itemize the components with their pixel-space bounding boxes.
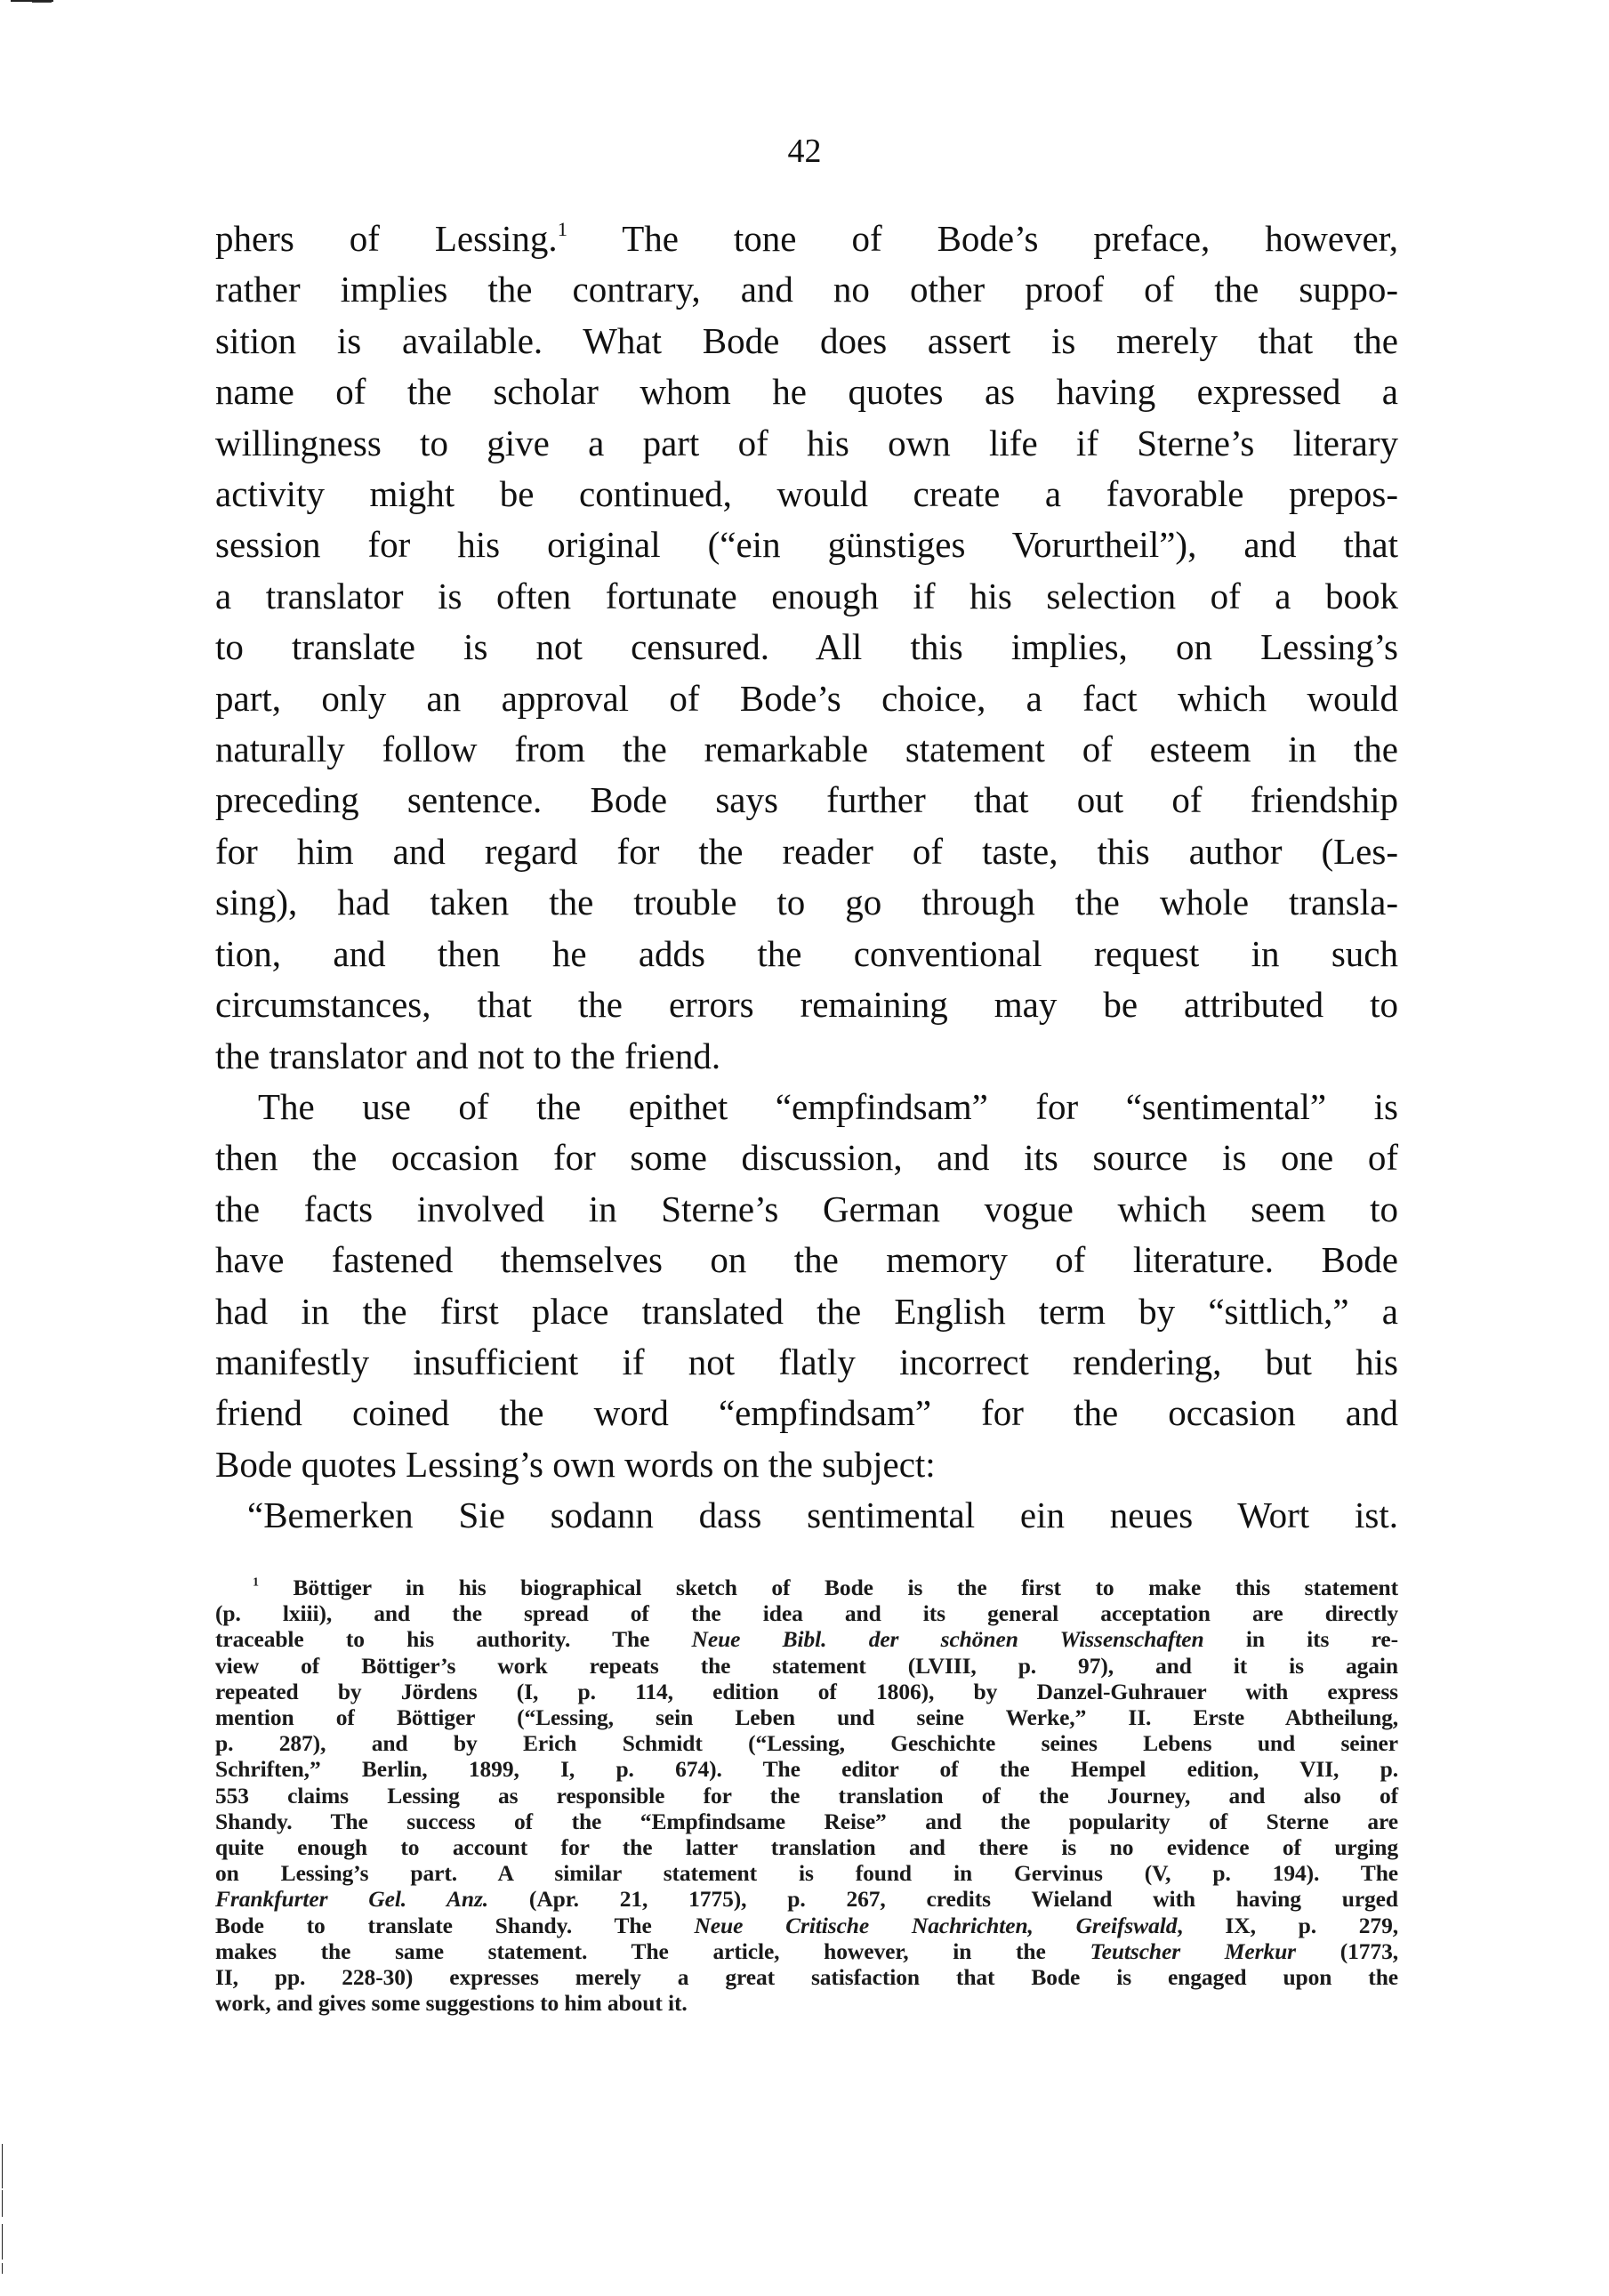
text-line: then the occasion for some discussion, and its source is one of bbox=[215, 1137, 1398, 1179]
footnote-line: mention of Böttiger (“Lessing, sein Leben und seine Werke,” II. Erste Abtheilung, bbox=[215, 1704, 1398, 1731]
citation-title: Neue Critische Nachrichten, Greifswald bbox=[694, 1912, 1178, 1938]
text-fragment: (Apr. 21, 1775), p. 267, credits Wieland with having urged bbox=[488, 1886, 1398, 1913]
scan-artifact-edge bbox=[2, 2144, 3, 2188]
text-fragment: phers of Lessing. bbox=[215, 218, 558, 259]
scan-artifact-edge bbox=[2, 2190, 3, 2217]
footnote-line: quite enough to account for the latter translation and there is no evidence of urging bbox=[215, 1834, 1398, 1861]
footnote-line: Shandy. The success of the “Empfindsame Reise” and the popularity of Sterne are bbox=[215, 1808, 1398, 1834]
page-number: 42 bbox=[787, 133, 822, 170]
text-fragment: makes the same statement. The article, however, in the bbox=[215, 1938, 1090, 1964]
text-line: Bode quotes Lessing’s own words on the subject: bbox=[215, 1443, 936, 1485]
scan-artifact-edge bbox=[2, 2263, 3, 2274]
scan-artifact-edge bbox=[2, 2224, 3, 2260]
footnote-marker: 1 bbox=[253, 1575, 259, 1590]
paragraph-1 bbox=[215, 213, 1398, 1082]
citation-title: Frankfurter Gel. Anz. bbox=[215, 1886, 489, 1913]
footnote-line: repeated by Jördens (I, p. 114, edition of 1806), by Danzel-Guhrauer with express bbox=[215, 1678, 1398, 1704]
text-fragment: in its re- bbox=[1203, 1626, 1398, 1653]
text-line: the translator and not to the friend. bbox=[215, 1035, 721, 1076]
text-line: The use of the epithet “empfindsam” for “sentimental” is bbox=[258, 1085, 1398, 1127]
text-line: tion, and then he adds the conventional request in such bbox=[215, 932, 1398, 974]
footnote bbox=[215, 1575, 1398, 2016]
footnote-line: (p. lxiii), and the spread of the idea and its general acceptation are directly bbox=[215, 1600, 1398, 1627]
footnote-line: Schriften,” Berlin, 1899, I, p. 674). The editor of the Hempel edition, VII, p. bbox=[215, 1756, 1398, 1783]
text-fragment: Bode to translate Shandy. The bbox=[215, 1912, 695, 1938]
footnote-line bbox=[215, 1886, 1398, 1912]
footnote-line bbox=[215, 1626, 1398, 1652]
text-line bbox=[215, 213, 1398, 264]
footnote-ref[interactable]: 1 bbox=[557, 218, 567, 241]
body-text bbox=[215, 213, 1398, 1542]
text-fragment: The tone of Bode’s preface, however, bbox=[567, 218, 1398, 259]
text-line: friend coined the word “empfindsam” for the occasion and bbox=[215, 1392, 1398, 1434]
scan-artifact-top bbox=[32, 2, 52, 3]
text-fragment: (1773, bbox=[1295, 1938, 1398, 1964]
footnote-line: 553 claims Lessing as responsible for the translation of the Journey, and also of bbox=[215, 1782, 1398, 1809]
text-line: part, only an approval of Bode’s choice, a fact which would bbox=[215, 677, 1398, 719]
footnote-line bbox=[215, 1938, 1398, 1964]
text-line: sition is available. What Bode does assert is merely that the bbox=[215, 319, 1398, 361]
text-line: preceding sentence. Bode says further that out of friendship bbox=[215, 779, 1398, 821]
text-line: naturally follow from the remarkable statement of esteem in the bbox=[215, 729, 1398, 770]
footnote-line bbox=[215, 1913, 1398, 1938]
text-fragment: traceable to his authority. The bbox=[215, 1626, 692, 1653]
text-line: circumstances, that the errors remaining may be attributed to bbox=[215, 984, 1398, 1026]
text-line: for him and regard for the reader of taste, this author (Les- bbox=[215, 830, 1398, 872]
quote-paragraph bbox=[215, 1490, 1398, 1541]
text-line: to translate is not censured. All this implies, on Lessing’s bbox=[215, 626, 1398, 668]
footnote-line: work, and gives some suggestions to him about it. bbox=[215, 1990, 688, 2017]
footnote-line: view of Böttiger’s work repeats the statement (LVIII, p. 97), and it is again bbox=[215, 1652, 1398, 1679]
text-line: “Bemerken Sie sodann dass sentimental ein neues Wort ist. bbox=[247, 1494, 1398, 1536]
footnote-line: II, pp. 228-30) expresses merely a great satisfaction that Bode is engaged upon the bbox=[215, 1964, 1398, 1991]
text-fragment: , IX, p. 279, bbox=[1177, 1912, 1398, 1938]
text-line: the facts involved in Sterne’s German vogue which seem to bbox=[215, 1188, 1398, 1229]
text-line: manifestly insufficient if not flatly incorrect rendering, but his bbox=[215, 1341, 1398, 1382]
citation-title: Teutscher Merkur bbox=[1090, 1938, 1296, 1964]
text-line: session for his original (“ein günstiges Vorurtheil”), and that bbox=[215, 524, 1398, 566]
footnote-line bbox=[215, 1575, 1398, 1600]
citation-title: Neue Bibl. der schönen Wissenschaften bbox=[691, 1626, 1204, 1653]
text-line: activity might be continued, would create a favorable prepos- bbox=[215, 473, 1398, 515]
text-line: name of the scholar whom he quotes as having expressed a bbox=[215, 371, 1398, 413]
text-line: had in the first place translated the English term by “sittlich,” a bbox=[215, 1290, 1398, 1332]
footnote-line: on Lessing’s part. A similar statement is found in Gervinus (V, p. 194). The bbox=[215, 1860, 1398, 1887]
footnote-line: p. 287), and by Erich Schmidt (“Lessing, Geschichte seines Lebens und seiner bbox=[215, 1730, 1398, 1757]
text-line: willingness to give a part of his own life if Sterne’s literary bbox=[215, 422, 1398, 463]
text-line: a translator is often fortunate enough if his selection of a book bbox=[215, 575, 1398, 616]
text-line: have fastened themselves on the memory of literature. Bode bbox=[215, 1239, 1398, 1281]
paragraph-2 bbox=[215, 1082, 1398, 1490]
text-fragment: Böttiger in his biographical sketch of Bode is the first to make this statement bbox=[293, 1575, 1398, 1600]
text-line: rather implies the contrary, and no other proof of the suppo- bbox=[215, 269, 1398, 310]
text-line: sing), had taken the trouble to go through the whole transla- bbox=[215, 882, 1398, 923]
